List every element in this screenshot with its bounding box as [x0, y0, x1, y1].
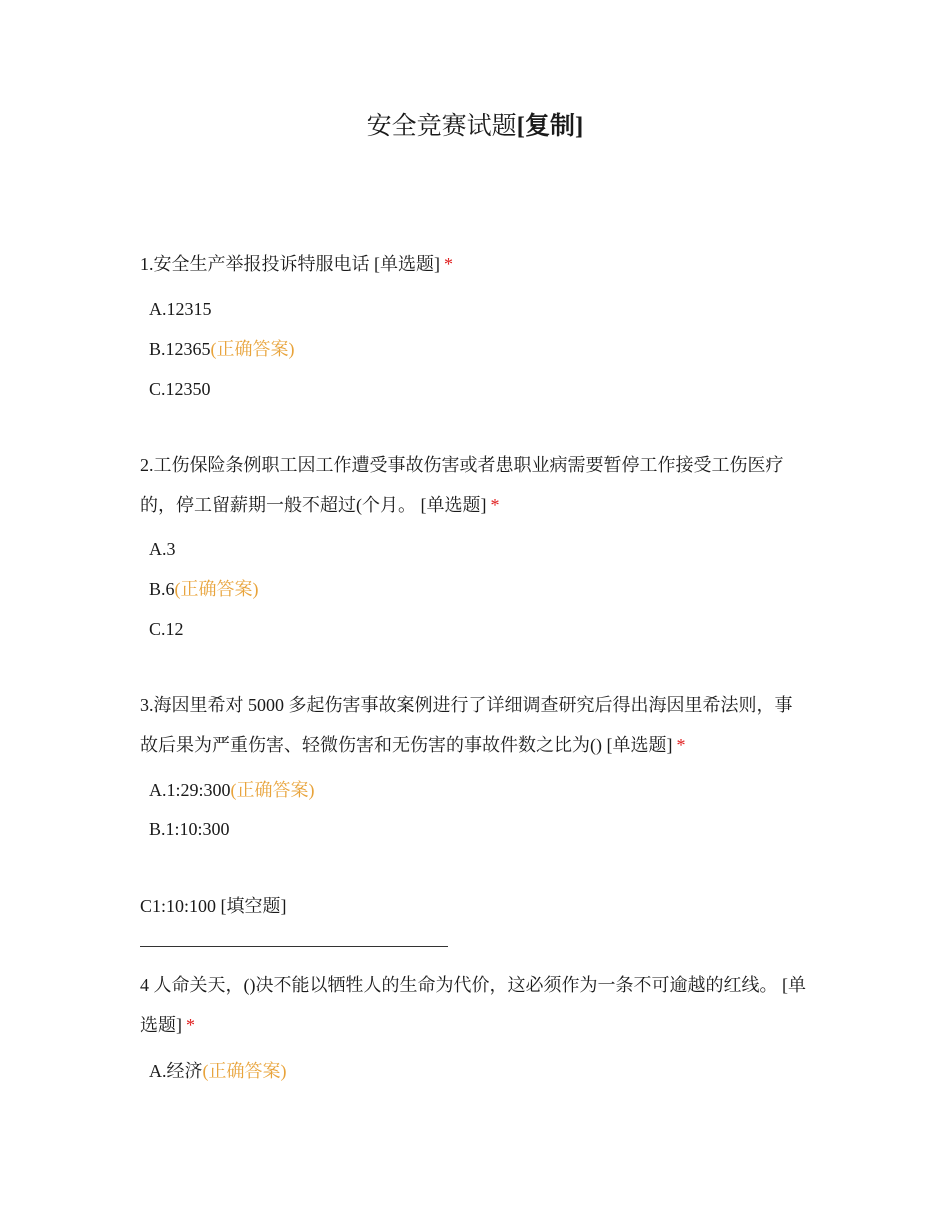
option-label: B.12365 — [149, 339, 211, 359]
required-mark: * — [186, 1015, 195, 1035]
question-4-text — [140, 965, 820, 1045]
correct-answer-tag: (正确答案) — [202, 1061, 287, 1081]
fill-in-question-text — [140, 886, 810, 926]
correct-answer-tag: (正确答案) — [230, 780, 315, 800]
question-4-label: 4 人命关天，()决不能以牺牲人的生命为代价，这必须作为一条不可逾越的红线。 [单选题] — [140, 975, 806, 1035]
option-label: A.12315 — [149, 299, 212, 319]
question-1-label: 1.安全生产举报投诉特服电话 [单选题] — [140, 254, 440, 274]
question-3-option-b[interactable] — [149, 816, 230, 842]
question-4-option-a[interactable] — [149, 1058, 287, 1084]
question-2-text — [140, 445, 810, 525]
correct-answer-tag: (正确答案) — [174, 579, 259, 599]
page-title — [0, 110, 950, 144]
question-2-label: 2.工伤保险条例职工因工作遭受事故伤害或者患职业病需要暂停工作接受工伤医疗的，停工留薪期一般不超过(个月。 [单选题] — [140, 455, 784, 515]
option-label: A.1:29:300 — [149, 780, 231, 800]
required-mark: * — [676, 735, 686, 755]
question-2-option-b[interactable] — [149, 576, 259, 602]
question-2-option-c[interactable] — [149, 616, 184, 642]
option-label: C.12350 — [149, 379, 211, 399]
option-label: A.经济 — [149, 1061, 203, 1081]
title-main: 安全竞赛试题 — [366, 113, 517, 140]
question-1-option-b[interactable] — [149, 336, 295, 362]
question-3-text — [140, 685, 810, 765]
fill-in-question-label: C1:10:100 [填空题] — [140, 896, 287, 916]
question-3-label: 3.海因里希对 5000 多起伤害事故案例进行了详细调查研究后得出海因里希法则，事故后果为严重伤害、轻微伤害和无伤害的事故件数之比为() [单选题] — [140, 695, 793, 755]
required-mark: * — [444, 254, 453, 274]
option-label: B.1:10:300 — [149, 819, 230, 839]
required-mark: * — [490, 495, 500, 515]
question-1-option-a[interactable] — [149, 296, 212, 322]
option-label: C.12 — [149, 619, 184, 639]
question-2-option-a[interactable] — [149, 536, 176, 562]
question-1-option-c[interactable] — [149, 376, 211, 402]
title-suffix: [复制] — [516, 113, 584, 140]
option-label: A.3 — [149, 539, 176, 559]
option-label: B.6 — [149, 579, 175, 599]
fill-in-answer-line[interactable] — [140, 946, 448, 947]
correct-answer-tag: (正确答案) — [210, 339, 295, 359]
question-1-text — [140, 244, 810, 284]
question-3-option-a[interactable] — [149, 777, 315, 803]
